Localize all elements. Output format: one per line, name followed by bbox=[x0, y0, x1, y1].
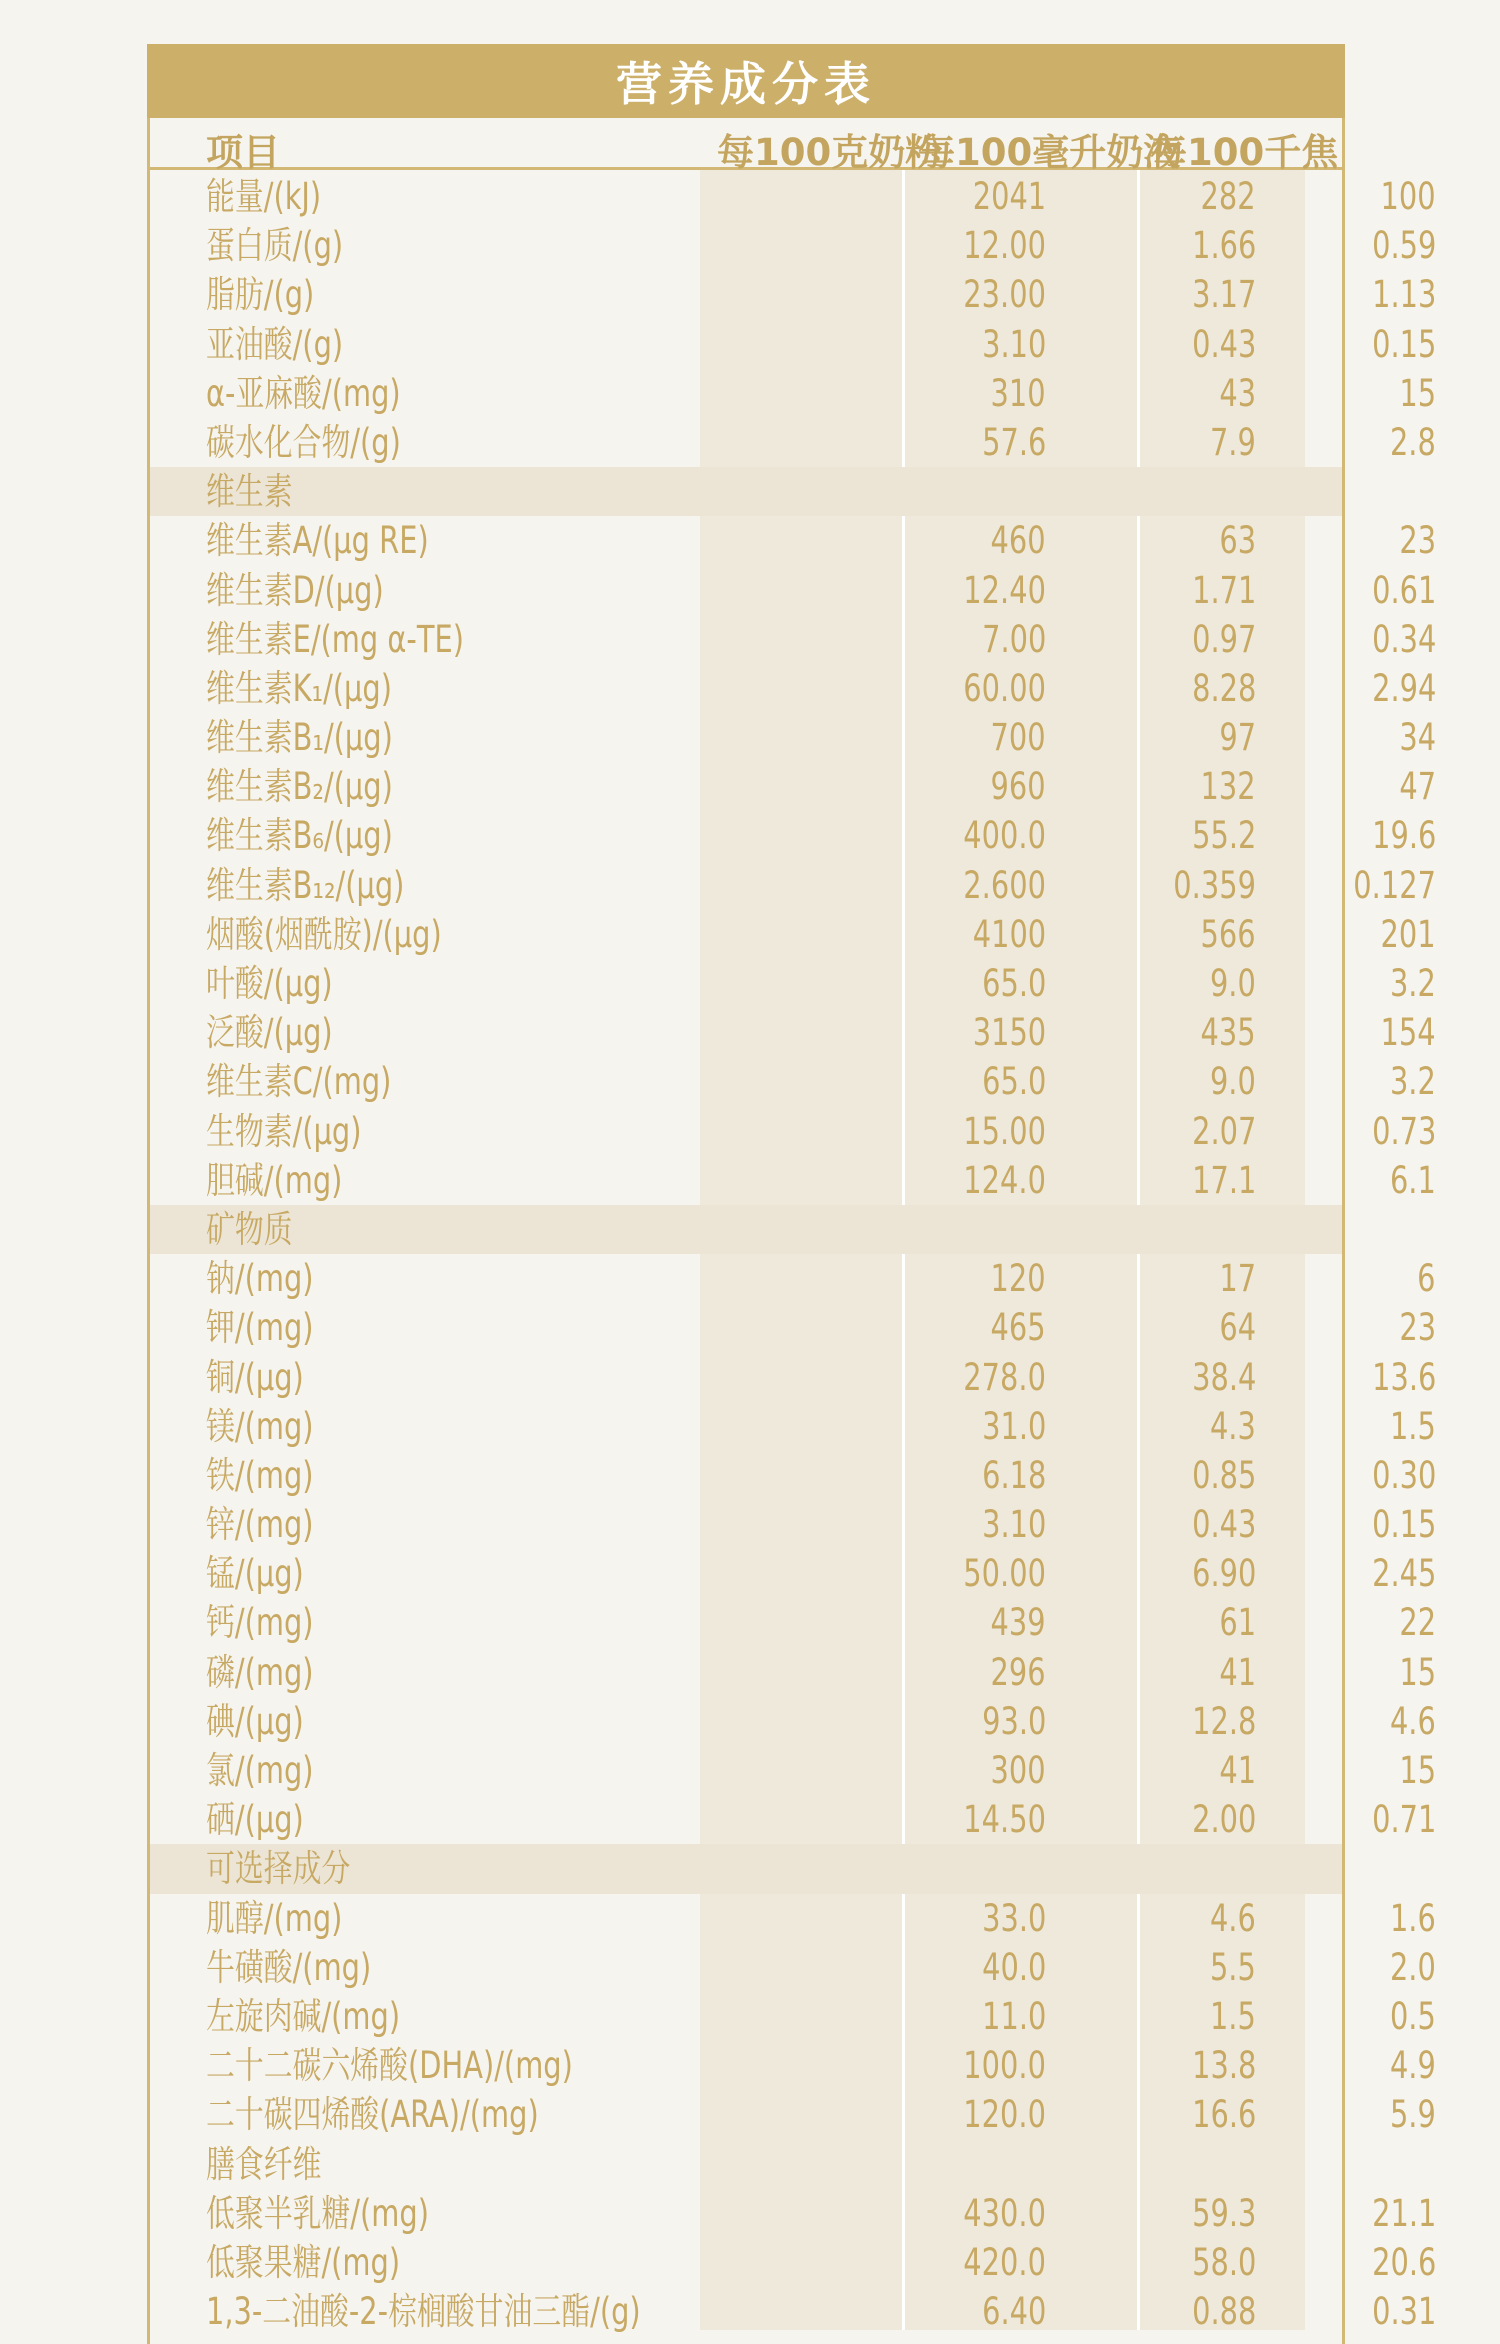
value-per-100kj: 1.6 bbox=[1390, 1896, 1436, 1940]
value-per-100g-powder: 400.0 bbox=[963, 814, 1046, 858]
table-row bbox=[150, 221, 1436, 270]
value-per-100kj: 2.0 bbox=[1390, 1945, 1436, 1989]
value-per-100kj: 0.5 bbox=[1390, 1994, 1436, 2038]
value-per-100g-powder: 124.0 bbox=[963, 1158, 1046, 1202]
value-per-100kj: 0.73 bbox=[1371, 1109, 1436, 1153]
value-per-100kj: 4.6 bbox=[1390, 1699, 1436, 1743]
value-per-100kj: 15 bbox=[1399, 1749, 1436, 1792]
value-per-100ml-liquid: 58.0 bbox=[1191, 2240, 1256, 2284]
value-per-100ml-liquid: 1.66 bbox=[1191, 224, 1256, 268]
row-label: 维生素B₁₂/(μg) bbox=[206, 863, 405, 907]
table-row bbox=[150, 1648, 1436, 1697]
value-per-100kj: 22 bbox=[1399, 1601, 1436, 1645]
value-per-100ml-liquid: 43 bbox=[1219, 371, 1256, 415]
section-header-row bbox=[150, 467, 1342, 516]
value-per-100ml-liquid: 0.85 bbox=[1191, 1453, 1256, 1497]
row-label: 维生素D/(μg) bbox=[206, 568, 384, 612]
section-label: 维生素 bbox=[206, 470, 293, 514]
table-row bbox=[150, 1894, 1436, 1943]
value-per-100g-powder: 465 bbox=[990, 1306, 1046, 1350]
value-per-100kj: 2.94 bbox=[1371, 666, 1436, 710]
value-per-100kj: 6 bbox=[1417, 1257, 1436, 1301]
row-label: 氯/(mg) bbox=[206, 1749, 314, 1792]
value-per-100ml-liquid: 0.97 bbox=[1191, 617, 1256, 661]
value-per-100ml-liquid: 17.1 bbox=[1191, 1158, 1256, 1202]
table-row bbox=[150, 1156, 1436, 1205]
value-per-100g-powder: 460 bbox=[990, 519, 1046, 563]
value-per-100g-powder: 12.40 bbox=[963, 568, 1046, 612]
table-body bbox=[150, 172, 1436, 2336]
value-per-100g-powder: 310 bbox=[990, 371, 1046, 415]
row-label: 亚油酸/(g) bbox=[206, 322, 344, 366]
table-row bbox=[150, 1795, 1436, 1844]
row-label: 维生素K₁/(μg) bbox=[206, 666, 393, 710]
value-per-100g-powder: 57.6 bbox=[981, 420, 1046, 464]
value-per-100g-powder: 11.0 bbox=[981, 1994, 1046, 2038]
value-per-100g-powder: 6.18 bbox=[981, 1453, 1046, 1497]
table-row bbox=[150, 566, 1436, 615]
value-per-100g-powder: 65.0 bbox=[981, 962, 1046, 1005]
value-per-100ml-liquid: 63 bbox=[1219, 519, 1256, 563]
value-per-100g-powder: 700 bbox=[990, 716, 1046, 760]
value-per-100kj: 2.8 bbox=[1390, 420, 1436, 464]
table-row bbox=[150, 910, 1436, 959]
value-per-100kj: 0.59 bbox=[1371, 224, 1436, 268]
value-per-100g-powder: 50.00 bbox=[963, 1552, 1046, 1596]
table-row bbox=[150, 615, 1436, 664]
value-per-100ml-liquid: 0.43 bbox=[1191, 1503, 1256, 1547]
section-header-row bbox=[150, 1844, 1342, 1893]
value-per-100g-powder: 15.00 bbox=[963, 1109, 1046, 1153]
value-per-100kj: 0.34 bbox=[1371, 617, 1436, 661]
row-label: 钠/(mg) bbox=[206, 1257, 314, 1301]
value-per-100kj: 201 bbox=[1380, 912, 1436, 956]
row-label: 1,3-二油酸-2-棕榈酸甘油三酯/(g) bbox=[206, 2290, 641, 2334]
table-row bbox=[150, 861, 1436, 910]
table-row bbox=[150, 369, 1436, 418]
value-per-100g-powder: 120 bbox=[990, 1257, 1046, 1301]
value-per-100kj: 15 bbox=[1399, 371, 1436, 415]
value-per-100kj: 0.15 bbox=[1371, 1503, 1436, 1547]
row-label: 钙/(mg) bbox=[206, 1601, 314, 1645]
value-per-100kj: 4.9 bbox=[1390, 2044, 1436, 2088]
table-row bbox=[150, 2189, 1436, 2238]
row-label: 脂肪/(g) bbox=[206, 273, 315, 317]
value-per-100ml-liquid: 41 bbox=[1219, 1650, 1256, 1694]
header-per-100kj: 每100千焦 bbox=[1150, 131, 1339, 174]
value-per-100kj: 1.13 bbox=[1371, 273, 1436, 317]
table-row bbox=[150, 1992, 1436, 2041]
value-per-100ml-liquid: 435 bbox=[1200, 1011, 1256, 1055]
row-label: 维生素E/(mg α-TE) bbox=[206, 617, 464, 661]
table-row bbox=[150, 1697, 1436, 1746]
value-per-100ml-liquid: 17 bbox=[1219, 1257, 1256, 1301]
value-per-100g-powder: 960 bbox=[990, 765, 1046, 809]
table-row bbox=[150, 959, 1436, 1008]
row-label: 碘/(μg) bbox=[206, 1699, 304, 1743]
value-per-100ml-liquid: 97 bbox=[1219, 716, 1256, 760]
table-row bbox=[150, 2238, 1436, 2287]
value-per-100ml-liquid: 4.6 bbox=[1210, 1896, 1256, 1940]
value-per-100g-powder: 14.50 bbox=[963, 1798, 1046, 1842]
value-per-100kj: 2.45 bbox=[1371, 1552, 1436, 1596]
value-per-100g-powder: 23.00 bbox=[963, 273, 1046, 317]
section-header-row bbox=[150, 1205, 1342, 1254]
table-row bbox=[150, 1303, 1436, 1352]
row-label: 能量/(kJ) bbox=[206, 175, 322, 218]
value-per-100g-powder: 2.600 bbox=[963, 863, 1046, 907]
value-per-100ml-liquid: 5.5 bbox=[1210, 1945, 1256, 1989]
row-label: 肌醇/(mg) bbox=[206, 1896, 343, 1940]
row-label: 泛酸/(μg) bbox=[206, 1011, 333, 1055]
value-per-100g-powder: 2041 bbox=[972, 175, 1046, 218]
table-row bbox=[150, 1402, 1436, 1451]
value-per-100ml-liquid: 12.8 bbox=[1191, 1699, 1256, 1743]
value-per-100ml-liquid: 566 bbox=[1200, 912, 1256, 956]
value-per-100g-powder: 40.0 bbox=[981, 1945, 1046, 1989]
table-row bbox=[150, 1500, 1436, 1549]
value-per-100kj: 0.71 bbox=[1371, 1798, 1436, 1842]
value-per-100g-powder: 3.10 bbox=[981, 1503, 1046, 1547]
table-row bbox=[150, 1057, 1436, 1106]
value-per-100ml-liquid: 13.8 bbox=[1191, 2044, 1256, 2088]
value-per-100g-powder: 278.0 bbox=[963, 1355, 1046, 1399]
table-row bbox=[150, 1549, 1436, 1598]
value-per-100ml-liquid: 2.00 bbox=[1191, 1798, 1256, 1842]
table-row bbox=[150, 1746, 1436, 1795]
row-label: 膳食纤维 bbox=[206, 2142, 322, 2186]
value-per-100g-powder: 3150 bbox=[972, 1011, 1046, 1055]
value-per-100kj: 6.1 bbox=[1390, 1158, 1436, 1202]
value-per-100ml-liquid: 61 bbox=[1219, 1601, 1256, 1645]
value-per-100g-powder: 120.0 bbox=[963, 2093, 1046, 2137]
row-label: 硒/(μg) bbox=[206, 1798, 304, 1842]
row-label: 维生素C/(mg) bbox=[206, 1060, 392, 1104]
value-per-100ml-liquid: 16.6 bbox=[1191, 2093, 1256, 2137]
table-row bbox=[150, 811, 1436, 860]
table-header-row bbox=[150, 118, 1342, 174]
table-title-bar bbox=[147, 44, 1345, 118]
value-per-100kj: 3.2 bbox=[1390, 962, 1436, 1005]
value-per-100g-powder: 65.0 bbox=[981, 1060, 1046, 1104]
value-per-100ml-liquid: 64 bbox=[1219, 1306, 1256, 1350]
value-per-100kj: 5.9 bbox=[1390, 2093, 1436, 2137]
row-label: 胆碱/(mg) bbox=[206, 1158, 343, 1202]
table-row bbox=[150, 2041, 1436, 2090]
value-per-100ml-liquid: 2.07 bbox=[1191, 1109, 1256, 1153]
table-row bbox=[150, 270, 1436, 319]
value-per-100kj: 100 bbox=[1380, 175, 1436, 218]
value-per-100g-powder: 430.0 bbox=[963, 2191, 1046, 2235]
value-per-100kj: 3.2 bbox=[1390, 1060, 1436, 1104]
table-row bbox=[150, 1353, 1436, 1402]
value-per-100g-powder: 296 bbox=[990, 1650, 1046, 1694]
value-per-100kj: 0.15 bbox=[1371, 322, 1436, 366]
value-per-100kj: 13.6 bbox=[1371, 1355, 1436, 1399]
value-per-100g-powder: 12.00 bbox=[963, 224, 1046, 268]
table-row bbox=[150, 320, 1436, 369]
value-per-100ml-liquid: 59.3 bbox=[1191, 2191, 1256, 2235]
value-per-100g-powder: 6.40 bbox=[981, 2290, 1046, 2334]
section-label: 矿物质 bbox=[206, 1207, 293, 1251]
header-per-100ml-liquid: 每100毫升奶液 bbox=[918, 131, 1181, 174]
row-label: 碳水化合物/(g) bbox=[206, 420, 401, 464]
value-per-100g-powder: 33.0 bbox=[981, 1896, 1046, 1940]
value-per-100ml-liquid: 38.4 bbox=[1191, 1355, 1256, 1399]
table-row bbox=[150, 1943, 1436, 1992]
table-row bbox=[150, 2140, 1342, 2189]
value-per-100kj: 19.6 bbox=[1371, 814, 1436, 858]
row-label: 维生素B₁/(μg) bbox=[206, 716, 393, 760]
value-per-100kj: 23 bbox=[1399, 1306, 1436, 1350]
table-row bbox=[150, 1008, 1436, 1057]
value-per-100kj: 0.30 bbox=[1371, 1453, 1436, 1497]
value-per-100ml-liquid: 282 bbox=[1200, 175, 1256, 218]
table-row bbox=[150, 1598, 1436, 1647]
row-label: 维生素B₆/(μg) bbox=[206, 814, 393, 858]
value-per-100kj: 0.61 bbox=[1371, 568, 1436, 612]
table-row bbox=[150, 1107, 1436, 1156]
value-per-100g-powder: 93.0 bbox=[981, 1699, 1046, 1743]
value-per-100kj: 154 bbox=[1380, 1011, 1436, 1055]
table-row bbox=[150, 2287, 1436, 2336]
row-label: 蛋白质/(g) bbox=[206, 224, 344, 268]
value-per-100ml-liquid: 41 bbox=[1219, 1749, 1256, 1792]
value-per-100ml-liquid: 3.17 bbox=[1191, 273, 1256, 317]
value-per-100g-powder: 100.0 bbox=[963, 2044, 1046, 2088]
value-per-100kj: 34 bbox=[1399, 716, 1436, 760]
row-label: 锰/(μg) bbox=[206, 1552, 304, 1596]
value-per-100kj: 0.127 bbox=[1353, 863, 1436, 907]
row-label: 二十碳四烯酸(ARA)/(mg) bbox=[206, 2093, 539, 2137]
value-per-100ml-liquid: 9.0 bbox=[1210, 1060, 1256, 1104]
row-label: 叶酸/(μg) bbox=[206, 962, 333, 1005]
table-row bbox=[150, 516, 1436, 565]
value-per-100kj: 23 bbox=[1399, 519, 1436, 563]
row-label: 维生素B₂/(μg) bbox=[206, 765, 393, 809]
row-label: 低聚半乳糖/(mg) bbox=[206, 2191, 429, 2235]
value-per-100g-powder: 300 bbox=[990, 1749, 1046, 1792]
table-row bbox=[150, 418, 1436, 467]
value-per-100kj: 1.5 bbox=[1390, 1404, 1436, 1448]
value-per-100ml-liquid: 1.5 bbox=[1210, 1994, 1256, 2038]
value-per-100kj: 15 bbox=[1399, 1650, 1436, 1694]
row-label: 低聚果糖/(mg) bbox=[206, 2240, 401, 2284]
value-per-100ml-liquid: 7.9 bbox=[1210, 420, 1256, 464]
row-label: α-亚麻酸/(mg) bbox=[206, 371, 401, 415]
value-per-100kj: 21.1 bbox=[1371, 2191, 1436, 2235]
row-label: 铜/(μg) bbox=[206, 1355, 304, 1399]
value-per-100ml-liquid: 4.3 bbox=[1210, 1404, 1256, 1448]
row-label: 左旋肉碱/(mg) bbox=[206, 1994, 401, 2038]
row-label: 锌/(mg) bbox=[206, 1503, 314, 1547]
value-per-100ml-liquid: 9.0 bbox=[1210, 962, 1256, 1005]
table-row bbox=[150, 1254, 1436, 1303]
row-label: 二十二碳六烯酸(DHA)/(mg) bbox=[206, 2044, 573, 2088]
value-per-100kj: 20.6 bbox=[1371, 2240, 1436, 2284]
value-per-100ml-liquid: 8.28 bbox=[1191, 666, 1256, 710]
value-per-100ml-liquid: 0.359 bbox=[1173, 863, 1256, 907]
value-per-100kj: 0.31 bbox=[1371, 2290, 1436, 2334]
row-label: 镁/(mg) bbox=[206, 1404, 314, 1448]
table-row bbox=[150, 1451, 1436, 1500]
row-label: 牛磺酸/(mg) bbox=[206, 1945, 372, 1989]
value-per-100g-powder: 420.0 bbox=[963, 2240, 1046, 2284]
row-label: 钾/(mg) bbox=[206, 1306, 314, 1350]
value-per-100g-powder: 439 bbox=[990, 1601, 1046, 1645]
table-row bbox=[150, 2090, 1436, 2139]
table-row bbox=[150, 664, 1436, 713]
value-per-100ml-liquid: 0.43 bbox=[1191, 322, 1256, 366]
value-per-100g-powder: 60.00 bbox=[963, 666, 1046, 710]
value-per-100ml-liquid: 1.71 bbox=[1191, 568, 1256, 612]
row-label: 铁/(mg) bbox=[206, 1453, 314, 1497]
table-row bbox=[150, 713, 1436, 762]
value-per-100ml-liquid: 55.2 bbox=[1191, 814, 1256, 858]
table-row bbox=[150, 762, 1436, 811]
header-item: 项目 bbox=[206, 131, 280, 174]
value-per-100g-powder: 3.10 bbox=[981, 322, 1046, 366]
value-per-100kj: 47 bbox=[1399, 765, 1436, 809]
section-label: 可选择成分 bbox=[206, 1847, 351, 1891]
table-row bbox=[150, 172, 1436, 221]
value-per-100g-powder: 31.0 bbox=[981, 1404, 1046, 1448]
value-per-100ml-liquid: 132 bbox=[1200, 765, 1256, 809]
value-per-100g-powder: 4100 bbox=[972, 912, 1046, 956]
table-title: 营养成分表 bbox=[616, 57, 876, 111]
row-label: 磷/(mg) bbox=[206, 1650, 314, 1694]
row-label: 烟酸(烟酰胺)/(μg) bbox=[206, 912, 442, 956]
value-per-100g-powder: 7.00 bbox=[981, 617, 1046, 661]
row-label: 维生素A/(μg RE) bbox=[206, 519, 429, 563]
value-per-100ml-liquid: 6.90 bbox=[1191, 1552, 1256, 1596]
value-per-100ml-liquid: 0.88 bbox=[1191, 2290, 1256, 2334]
header-per-100g-powder: 每100克奶粉 bbox=[717, 131, 943, 174]
row-label: 生物素/(μg) bbox=[206, 1109, 362, 1153]
